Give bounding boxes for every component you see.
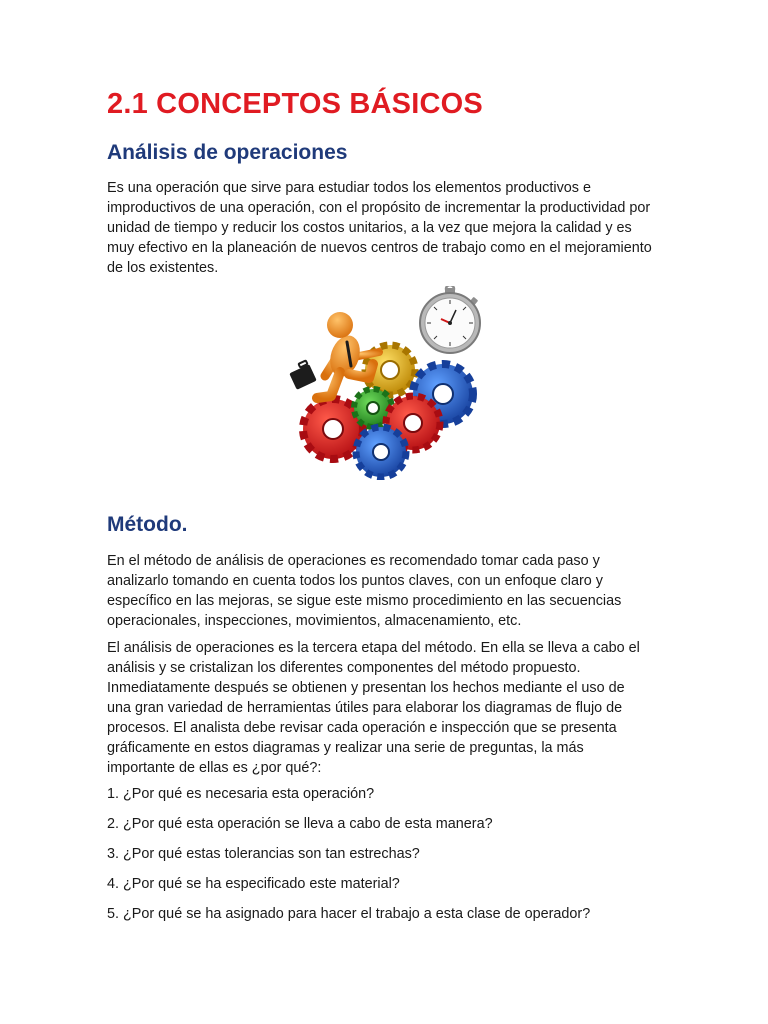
paragraph-metodo-2: El análisis de operaciones es la tercera etapa del método. En ella se lleva a cabo el análisis y se cristalizan los diferentes componentes del método propuesto. Inmediatamente después se obtienen y presentan los hechos mediante el uso de una gran variedad de herramientas útiles para elaborar los diagramas de flujo de procesos. El analista debe revisar cada operación e inspección que se presenta gráficamente en estos diagramas y realizar una serie de preguntas, la más importante de ellas es ¿por qué?: [107, 640, 640, 776]
paragraph-metodo-1: En el método de análisis de operaciones es recomendado tomar cada paso y analizarlo tomando en cuenta todos los puntos claves, con un enfoque claro y específico en las mejoras, se sigue este mismo procedimiento en las secuencias operacionales, inspecciones, movimientos, almacenamiento, etc. [107, 553, 622, 629]
gear-blue-bottom [356, 427, 406, 477]
question-item: 2. ¿Por qué esta operación se lleva a cabo de esta manera? [107, 816, 493, 832]
question-item: 1. ¿Por qué es necesaria esta operación? [107, 786, 375, 802]
section-heading-metodo: Método. [107, 513, 188, 536]
question-item: 3. ¿Por qué estas tolerancias son tan estrechas? [107, 846, 420, 862]
briefcase-icon [289, 360, 317, 389]
question-item: 4. ¿Por qué se ha especificado este material? [107, 876, 400, 892]
gears-illustration [285, 286, 495, 480]
page-title: 2.1 CONCEPTOS BÁSICOS [107, 88, 483, 120]
section-heading-analisis: Análisis de operaciones [107, 141, 348, 164]
question-item: 5. ¿Por qué se ha asignado para hacer el trabajo a esta clase de operador? [107, 906, 591, 922]
stopwatch-icon [420, 286, 480, 353]
paragraph-analisis-definition: Es una operación que sirve para estudiar todos los elementos productivos e improductivos de una operación, con el propósito de incrementar la productividad por unidad de tiempo y reducir los costos unitarios, a la vez que mejora la calidad y es muy efectivo en la planeación de nuevos centros de trabajo como en el mejoramiento de los existentes. [107, 180, 652, 276]
